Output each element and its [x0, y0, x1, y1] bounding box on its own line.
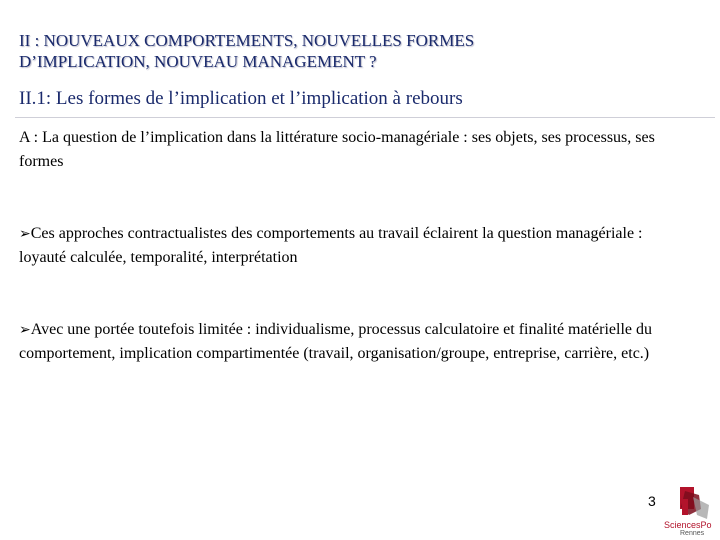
logo-text: SciencesPo: [664, 520, 712, 530]
paragraph-intro: [19, 126, 659, 174]
section-subtitle: II.1: Les formes de l’implication et l’implication à rebours: [19, 88, 463, 109]
bullet-contractualist: [19, 222, 659, 270]
logo-subtext: Rennes: [680, 530, 705, 537]
slide-title-line-1: II : NOUVEAUX COMPORTEMENTS, NOUVELLES FORMES: [19, 31, 475, 50]
slide-title: [19, 30, 659, 72]
bullet-limits: [19, 318, 659, 366]
arrow-bullet-icon: ➢: [19, 322, 31, 338]
arrow-bullet-icon: ➢: [19, 226, 31, 242]
page-number: 3: [648, 493, 656, 509]
bullet-limits-text: Avec une portée toutefois limitée : individualisme, processus calculatoire et finalité matérielle du comportement, implication compartimentée (travail, organisation/groupe, entreprise, carrière, etc.): [19, 321, 652, 362]
bullet-contractualist-text: Ces approches contractualistes des comportements au travail éclairent la question managériale : loyauté calculée, temporalité, interprétation: [19, 225, 643, 266]
paragraph-intro-text: A : La question de l’implication dans la littérature socio-managériale : ses objets, ses processus, ses formes: [19, 129, 655, 170]
divider: [15, 117, 715, 118]
slide-title-line-2: D’IMPLICATION, NOUVEAU MANAGEMENT ?: [19, 52, 377, 71]
